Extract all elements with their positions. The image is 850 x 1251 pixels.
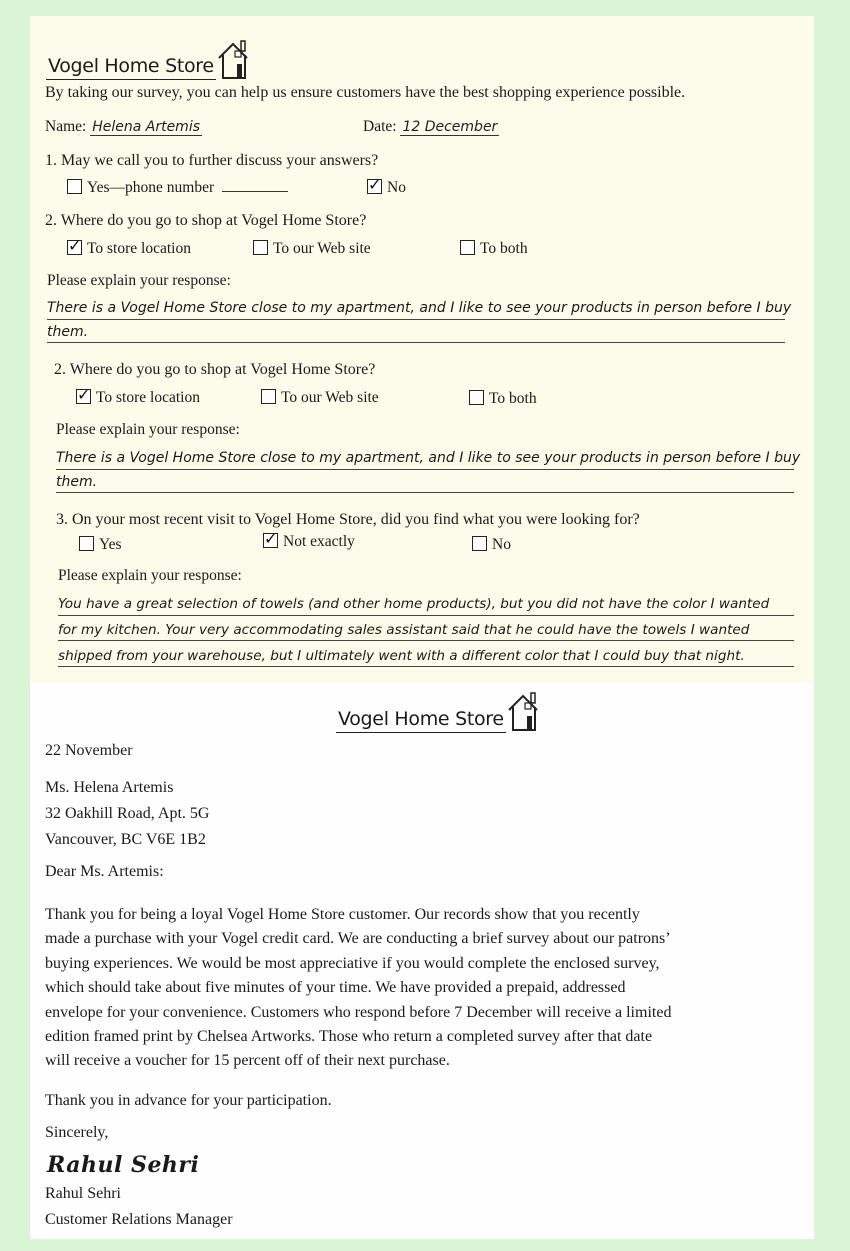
q3-opt3-label: No	[492, 536, 511, 553]
body-line: made a purchase with your Vogel credit card. We are conducting a brief survey about our patrons’	[45, 930, 671, 948]
body-line: will receive a voucher for 15 percent off of their next purchase.	[45, 1052, 450, 1070]
q2-opt3-checkbox[interactable]	[460, 240, 475, 255]
answer-rule	[56, 469, 794, 470]
q3-opt2[interactable]	[263, 533, 355, 551]
q2-opt1-checkbox[interactable]	[67, 240, 82, 255]
q2-repeat-text: 2. Where do you go to shop at Vogel Home Store?	[54, 361, 376, 378]
q2-repeat-explain-label: Please explain your response:	[56, 421, 240, 438]
answer-rule	[58, 666, 794, 667]
thanks-line: Thank you in advance for your participation.	[45, 1092, 332, 1109]
q1-text: 1. May we call you to further discuss your answers?	[45, 152, 379, 169]
signer-name: Rahul Sehri	[45, 1185, 121, 1202]
q2-repeat-opt3-label: To both	[489, 390, 537, 407]
q3-opt1[interactable]	[79, 536, 122, 554]
q3-opt3[interactable]	[472, 536, 511, 554]
q1-no-checkbox[interactable]	[367, 179, 382, 194]
date-field[interactable]: 12 December	[402, 119, 498, 135]
house-icon	[506, 689, 542, 733]
q2-opt1[interactable]	[67, 240, 191, 258]
q3-text: 3. On your most recent visit to Vogel Home Store, did you find what you were looking for?	[56, 511, 640, 528]
q3-opt1-checkbox[interactable]	[79, 536, 94, 551]
body-line: edition framed print by Chelsea Artworks. Those who return a completed survey after that date	[45, 1028, 653, 1046]
q3-opt2-checkbox[interactable]	[263, 533, 278, 548]
name-row	[45, 118, 202, 136]
signer-title: Customer Relations Manager	[45, 1211, 233, 1228]
q2-opt2-label: To our Web site	[273, 240, 371, 257]
q2-repeat-opt1-checkbox[interactable]	[76, 389, 91, 404]
q3-opt1-label: Yes	[99, 536, 122, 553]
q2-repeat-opt3[interactable]	[469, 390, 537, 408]
q3-explain-label: Please explain your response:	[58, 567, 242, 584]
q2-opt1-label: To store location	[87, 240, 191, 257]
q1-yes-label: Yes—phone number	[87, 179, 215, 196]
survey-form	[30, 16, 814, 683]
q2-repeat-opt3-checkbox[interactable]	[469, 390, 484, 405]
answer-rule	[56, 492, 794, 493]
recipient-address-line2: Vancouver, BC V6E 1B2	[45, 831, 206, 848]
q1-yes-checkbox[interactable]	[67, 179, 82, 194]
cover-letter	[30, 683, 814, 1239]
q3-answer-line2[interactable]: for my kitchen. Your very accommodating sales assistant said that he could have the towels I wanted	[58, 622, 750, 638]
letter-date: 22 November	[45, 742, 133, 759]
q2-opt3-label: To both	[480, 240, 528, 257]
q2-opt2[interactable]	[253, 240, 371, 258]
q1-yes-option[interactable]	[67, 179, 288, 197]
q3-opt3-checkbox[interactable]	[472, 536, 487, 551]
name-field[interactable]: Helena Artemis	[92, 119, 201, 135]
survey-intro: By taking our survey, you can help us ensure customers have the best shopping experience possible.	[45, 84, 686, 101]
answer-rule	[58, 640, 794, 641]
q2-repeat-answer-line1[interactable]: There is a Vogel Home Store close to my apartment, and I like to see your products in person before I buy	[56, 450, 801, 466]
q2-repeat-opt2-checkbox[interactable]	[261, 389, 276, 404]
answer-rule	[47, 342, 785, 343]
q1-no-label: No	[387, 179, 406, 196]
q3-opt2-label: Not exactly	[283, 533, 355, 550]
q3-answer-line1[interactable]: You have a great selection of towels (and other home products), but you did not have the color I wanted	[58, 596, 770, 612]
closing: Sincerely,	[45, 1124, 109, 1141]
answer-rule	[58, 615, 794, 616]
recipient-address-line1: 32 Oakhill Road, Apt. 5G	[45, 805, 210, 822]
letter-logo	[336, 689, 542, 733]
answer-rule	[47, 319, 785, 320]
q2-repeat-answer-line2[interactable]: them.	[56, 474, 98, 490]
date-label: Date:	[363, 118, 397, 135]
name-label: Name:	[45, 118, 87, 135]
q2-answer-line2[interactable]: them.	[47, 324, 89, 340]
salutation: Dear Ms. Artemis:	[45, 863, 164, 880]
q2-repeat-opt1-label: To store location	[96, 389, 200, 406]
q2-opt3[interactable]	[460, 240, 528, 258]
q2-explain-label: Please explain your response:	[47, 272, 231, 289]
body-line: buying experiences. We would be most appreciative if you would complete the enclosed survey,	[45, 954, 660, 972]
house-icon	[216, 38, 252, 80]
q2-opt2-checkbox[interactable]	[253, 240, 268, 255]
q2-answer-line1[interactable]: There is a Vogel Home Store close to my apartment, and I like to see your products in person before I buy	[47, 300, 792, 316]
q2-text: 2. Where do you go to shop at Vogel Home Store?	[45, 212, 367, 229]
q1-no-option[interactable]	[367, 179, 406, 197]
recipient-name: Ms. Helena Artemis	[45, 779, 174, 796]
q2-repeat-opt2-label: To our Web site	[281, 389, 379, 406]
letter-logo-text: Vogel Home Store	[336, 708, 506, 733]
q2-repeat-opt1[interactable]	[76, 389, 200, 407]
survey-logo-text: Vogel Home Store	[46, 55, 216, 80]
date-row	[363, 118, 499, 136]
q2-repeat-opt2[interactable]	[261, 389, 379, 407]
q3-answer-line3[interactable]: shipped from your warehouse, but I ultimately went with a different color that I could buy that night.	[58, 648, 745, 664]
body-line: which should take about five minutes of your time. We have provided a prepaid, addressed	[45, 979, 626, 997]
body-line: Thank you for being a loyal Vogel Home Store customer. Our records show that you recently	[45, 906, 640, 923]
letter-body	[45, 903, 671, 1074]
signature: Rahul Sehri	[47, 1152, 200, 1178]
body-line: envelope for your convenience. Customers who respond before 7 December will receive a limited	[45, 1003, 672, 1021]
survey-logo	[46, 38, 252, 80]
phone-number-field[interactable]	[222, 191, 288, 192]
